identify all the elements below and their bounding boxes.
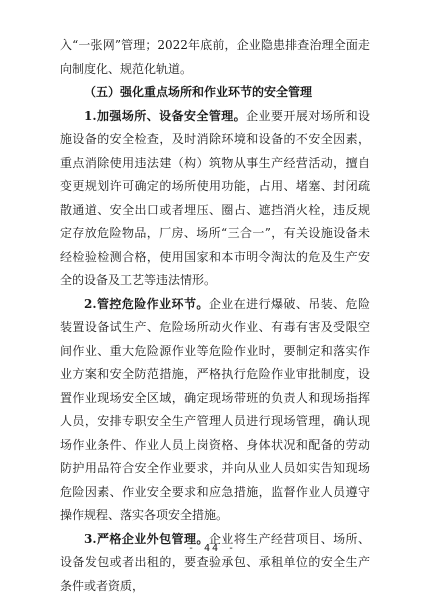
item-2-lead: 2.管控危险作业环节。: [84, 296, 209, 311]
document-page: [60, 34, 370, 598]
paragraph-item-1: [60, 105, 370, 293]
paragraph-item-3: [60, 528, 370, 599]
item-1-body: 企业要开展对场所和设施设备的安全检查，及时消除环境和设备的不安全因素，重点消除使用违法建（构）筑物从事生产经营活动，擅自变更规划许可确定的场所使用功能，占用、堵塞、封闭疏散通道、安全出口或者埋压、圈占、遮挡消火栓，违反规定存放危险物品，厂房、场所“三合一”，有关设施设备未经检验检测合格，使用国家和本市明令淘汰的危及生产安全的设备及工艺等违法情形。: [60, 108, 370, 287]
section-heading: （五）强化重点场所和作业环节的安全管理: [84, 85, 313, 99]
paragraph-item-2: [60, 293, 370, 528]
item-3-body: 企业将生产经营项目、场所、设备发包或者出租的，要查验承包、承租单位的安全生产条件或者资质，: [60, 531, 370, 593]
continuation-paragraph: 入“一张网”管理；2022年底前，企业隐患排查治理全面走向制度化、规范化轨道。: [60, 38, 370, 76]
page-number: - 44 -: [187, 543, 237, 554]
item-2-body: 企业在进行爆破、吊装、危险装置设备试生产、危险场所动火作业、有毒有害及受限空间作业、重大危险源作业等危险作业时，要制定和落实作业方案和安全防范措施，严格执行危险作业审批制度，设置作业现场安全区域，确定现场带班的负责人和现场指挥人员，安排专职安全生产管理人员进行现场管理，确认现场作业条件、作业人员上岗资格、身体状况和配备的劳动防护用品符合安全作业要求，并向从业人员如实告知现场危险因素、作业安全要求和应急措施，监督作业人员遵守操作规程、落实各项安全措施。: [60, 296, 370, 522]
item-3-lead: 3.严格企业外包管理。: [84, 531, 209, 546]
item-1-lead: 1.加强场所、设备安全管理。: [84, 108, 247, 123]
